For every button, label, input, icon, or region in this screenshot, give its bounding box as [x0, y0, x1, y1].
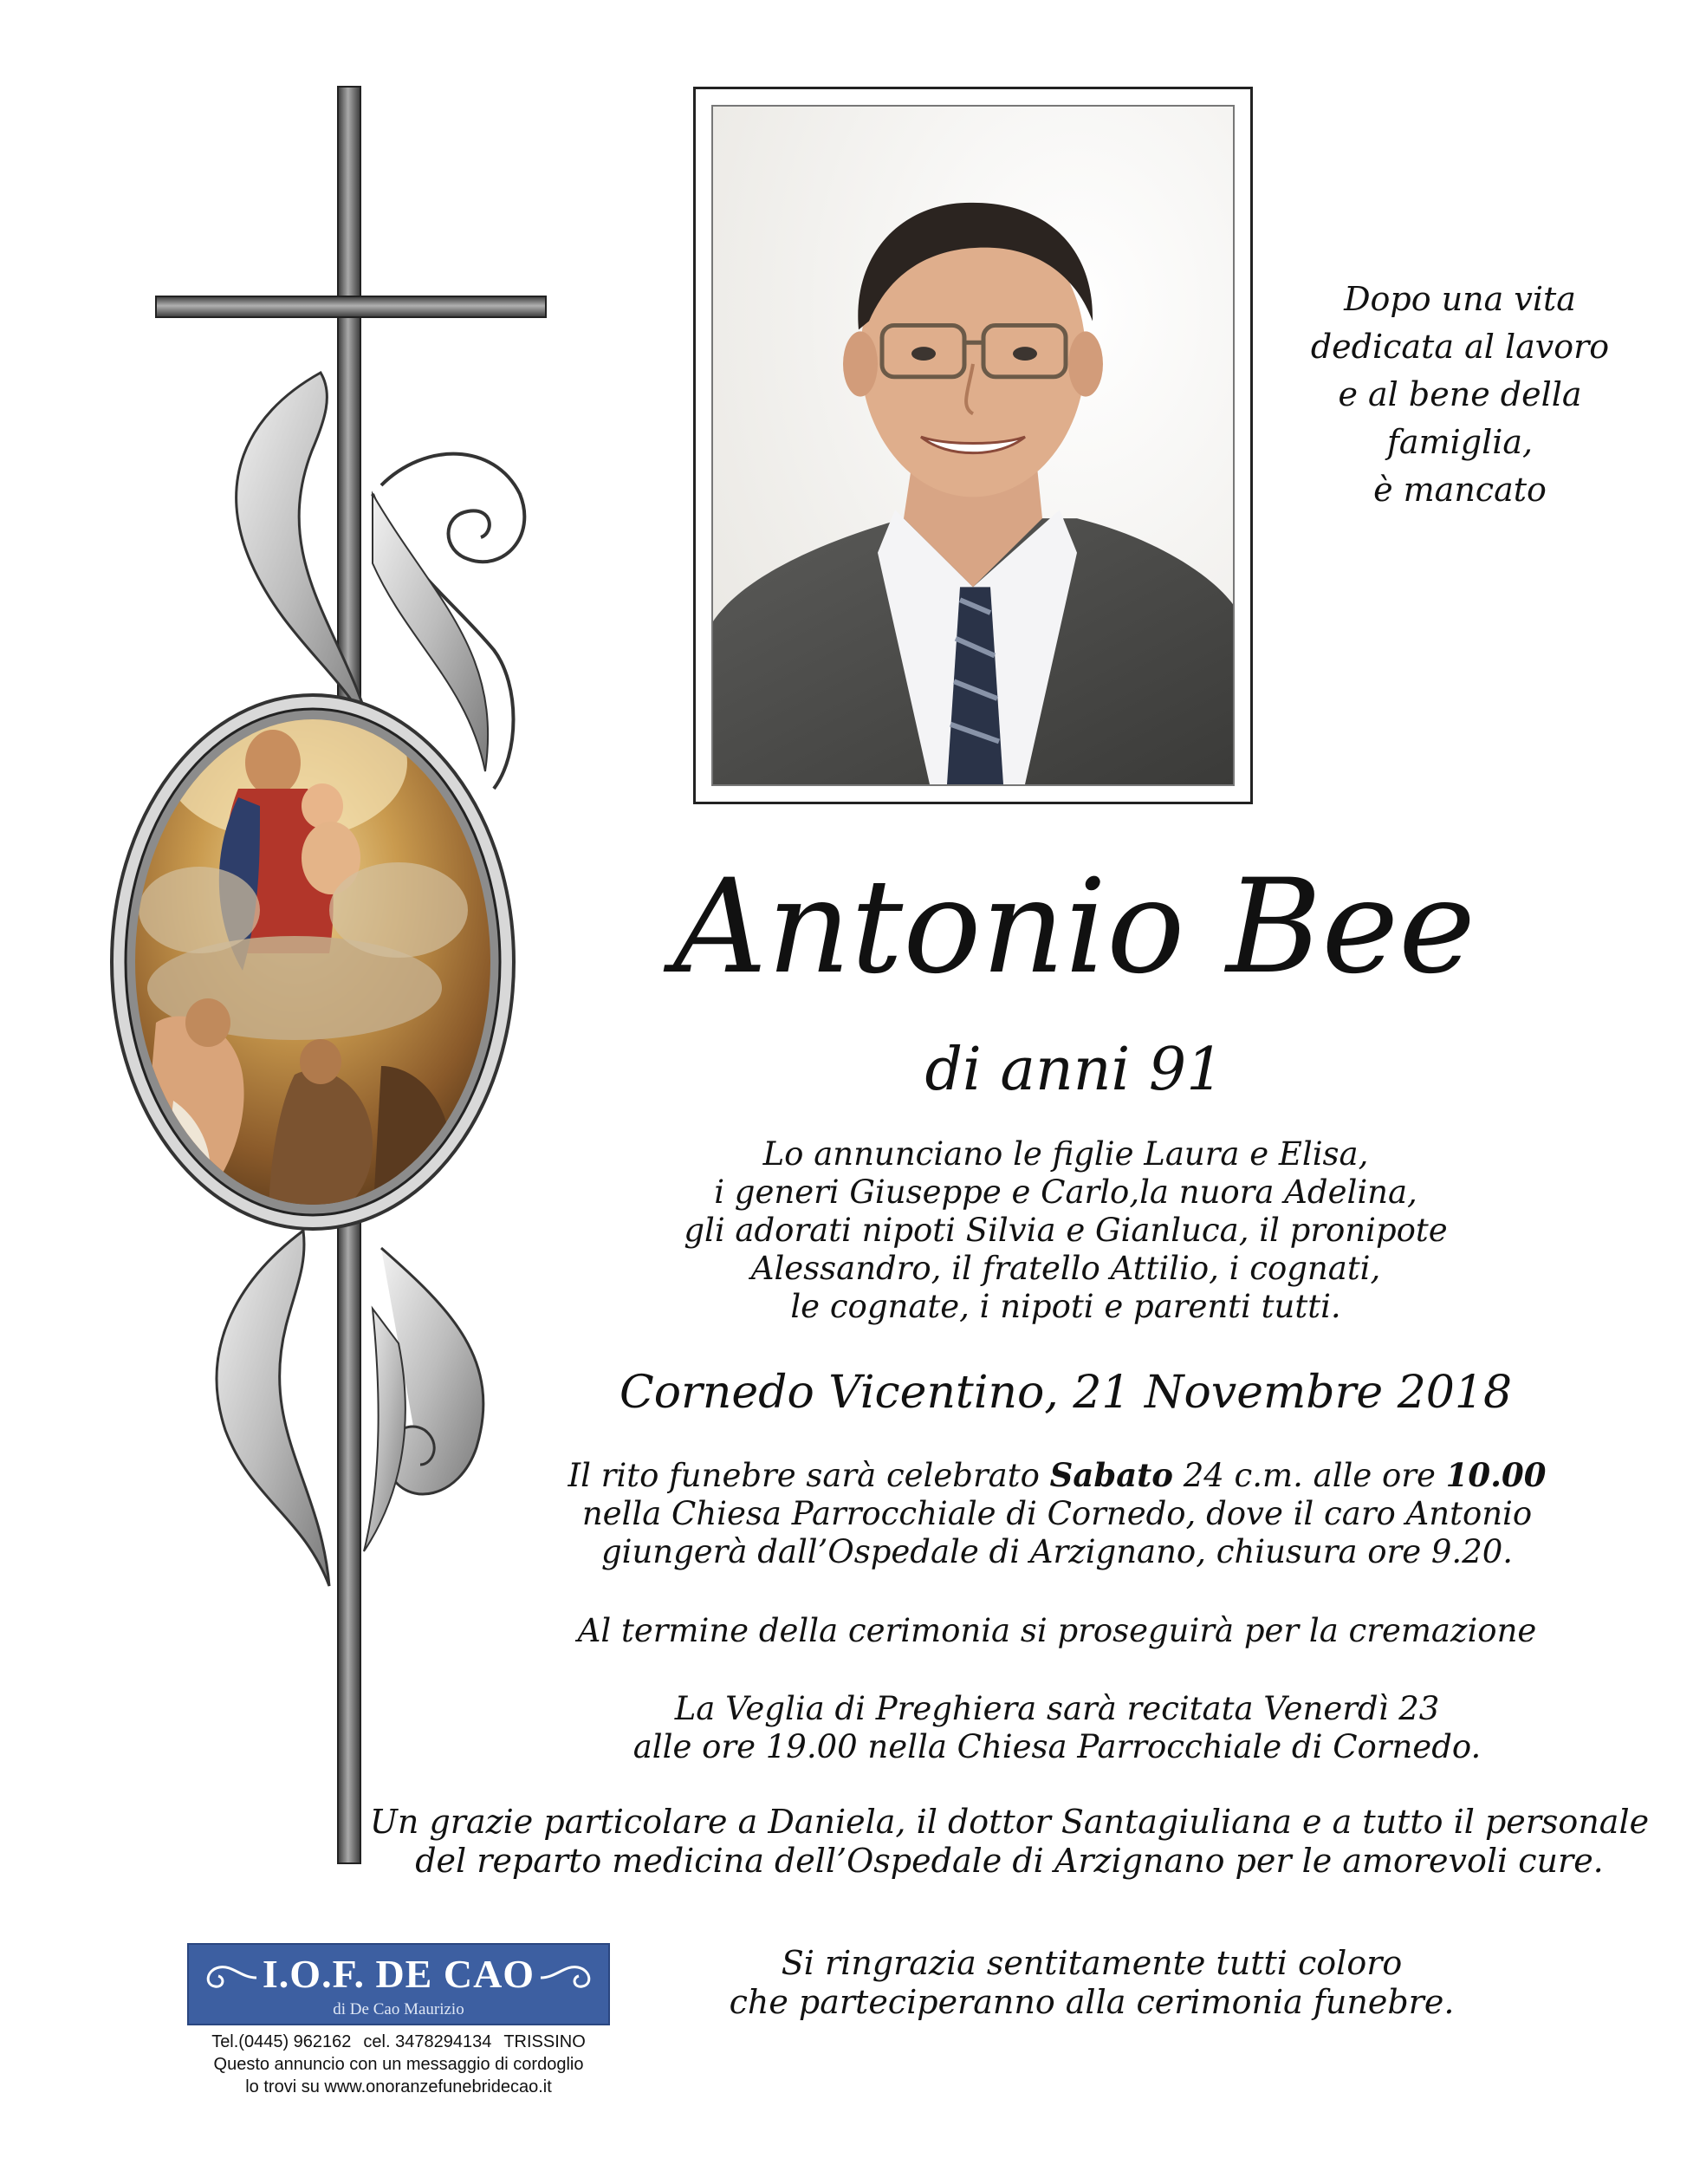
side-quote-line: dedicata al lavoro [1310, 328, 1610, 366]
announcement-line: Lo annunciano le figlie Laura e Elisa, [762, 1135, 1369, 1173]
web-note-line: Questo annuncio con un messaggio di cordoglio [213, 2055, 584, 2074]
announcement-line: Alessandro, il fratello Attilio, i cognati, [750, 1250, 1381, 1287]
portrait-photo [711, 105, 1235, 786]
funeral-text: 24 c.m. alle ore [1172, 1457, 1446, 1494]
funeral-text: Il rito funebre sarà celebrato [568, 1457, 1050, 1494]
vigil-line: alle ore 19.00 nella Chiesa Parrocchiale di Cornedo. [632, 1728, 1482, 1765]
thanks-staff [364, 1803, 1655, 1881]
vigil-info [520, 1690, 1594, 1766]
phone-number: Tel.(0445) 962162 [211, 2032, 352, 2051]
announcement-text [572, 1135, 1560, 1326]
side-quote-line: è mancato [1373, 471, 1547, 509]
funeral-line: giungerà dall’Ospedale di Arzignano, chiusura ore 9.20. [600, 1533, 1514, 1570]
funeral-home-owner: di De Cao Maurizio [333, 2000, 464, 2018]
cremation-note: Al termine della cerimonia si proseguirà per la cremazione [577, 1612, 1537, 1649]
thanks-line: Un grazie particolare a Daniela, il dottor Santagiuliana e a tutto il personale [369, 1803, 1650, 1841]
thanks-line: Si ringrazia sentitamente tutti coloro [781, 1944, 1403, 1982]
town-name: TRISSINO [503, 2032, 586, 2051]
portrait-frame [693, 87, 1253, 804]
mobile-number: cel. 3478294134 [363, 2032, 492, 2051]
vigil-line: La Veglia di Preghiera sarà recitata Venerdì 23 [674, 1690, 1440, 1727]
thanks-line: del reparto medicina dell’Ospedale di Arzignano per le amorevoli cure. [415, 1842, 1604, 1880]
funeral-line: nella Chiesa Parrocchiale di Cornedo, dove il caro Antonio [581, 1495, 1533, 1532]
funeral-line [520, 1456, 1594, 1495]
side-quote-line: famiglia, [1386, 423, 1534, 461]
thanks-all [658, 1944, 1525, 2022]
funeral-info [520, 1456, 1594, 1571]
website-line: lo trovi su www.onoranzefunebridecao.it [245, 2077, 552, 2096]
funeral-time: 10.00 [1445, 1456, 1547, 1494]
funeral-home-contacts [165, 2031, 632, 2098]
contact-line [165, 2031, 632, 2053]
side-quote-line: e al bene della [1338, 375, 1582, 413]
deceased-name: Antonio Bee [673, 852, 1476, 1003]
funeral-home-name: I.O.F. DE CAO [262, 1952, 535, 1996]
side-quote [1300, 276, 1620, 514]
funeral-home-logo [187, 1943, 610, 2025]
cross-icon [87, 78, 572, 1881]
place-date: Cornedo Vicentino, 21 Novembre 2018 [619, 1367, 1513, 1419]
thanks-line: che parteciperanno alla cerimonia funebre. [729, 1983, 1455, 2021]
announcement-line: gli adorati nipoti Silvia e Gianluca, il pronipote [684, 1212, 1448, 1249]
announcement-line: i generi Giuseppe e Carlo,la nuora Adelina, [714, 1173, 1417, 1211]
funeral-day: Sabato [1049, 1456, 1173, 1494]
deceased-age: di anni 91 [924, 1036, 1224, 1104]
side-quote-line: Dopo una vita [1344, 280, 1576, 318]
announcement-line: le cognate, i nipoti e parenti tutti. [790, 1288, 1341, 1325]
